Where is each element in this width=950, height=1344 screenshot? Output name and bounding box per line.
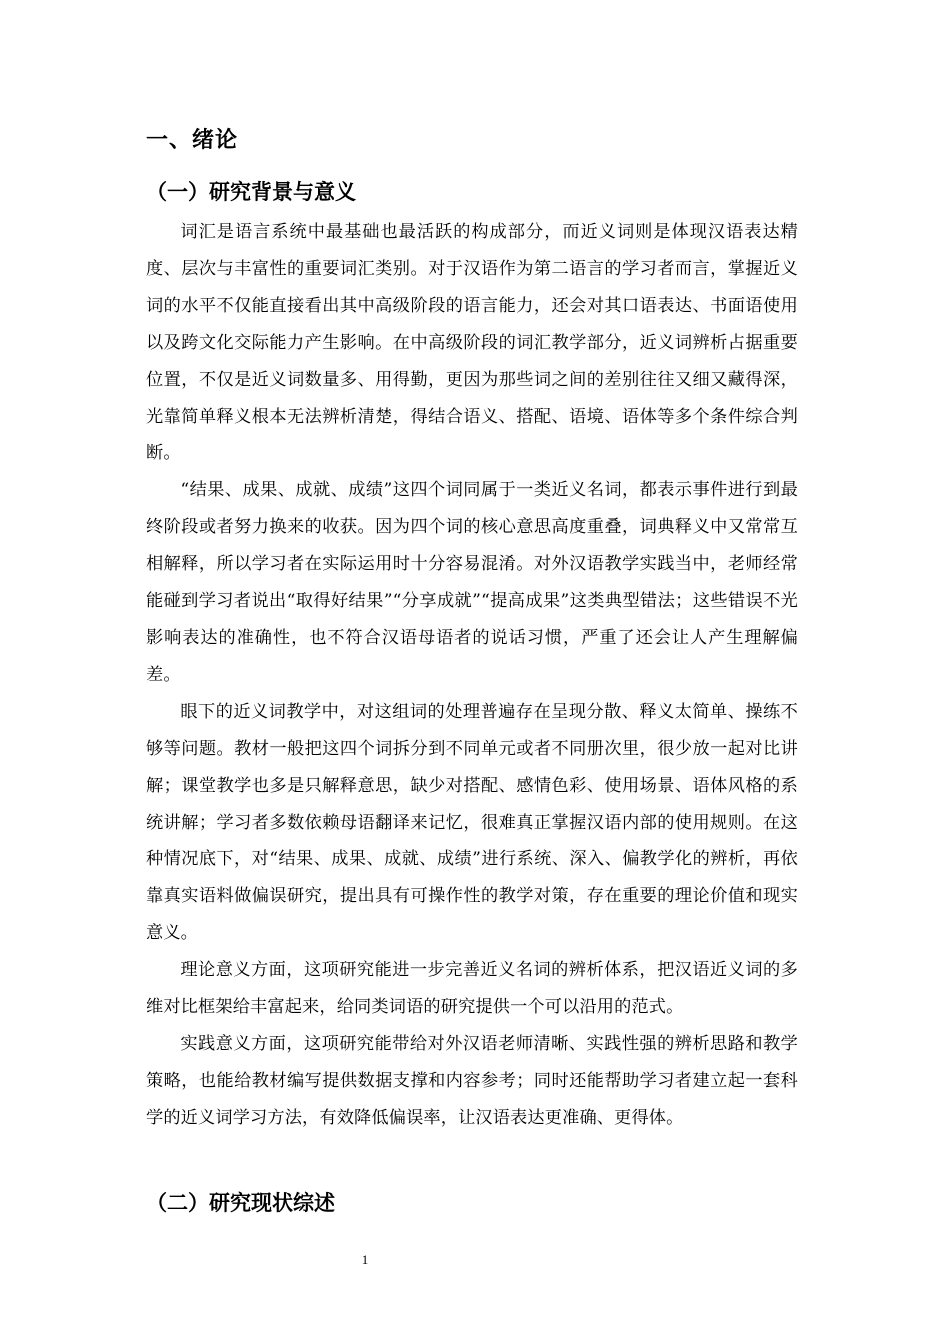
paragraph: 理论意义方面，这项研究能进一步完善近义名词的辨析体系，把汉语近义词的多维对比框架给丰富起来，给同类词语的研究提供一个可以沿用的范式。: [146, 960, 798, 1018]
paragraph: “结果、成果、成就、成绩”这四个词同属于一类近义名词，都表示事件进行到最终阶段或者努力换来的收获。因为四个词的核心意思高度重叠，词典释义中又常常互相解释，所以学习者在实际运用时十分容易混淆。对外汉语教学实践当中，老师经常能碰到学习者说出“取得好结果”“分享成就”“提高成果”这类典型错法；这些错误不光影响表达的准确性，也不符合汉语母语者的说话习惯，严重了还会让人产生理解偏差。: [146, 480, 798, 685]
paragraph: 词汇是语言系统中最基础也最活跃的构成部分，而近义词则是体现汉语表达精度、层次与丰富性的重要词汇类别。对于汉语作为第二语言的学习者而言，掌握近义词的水平不仅能直接看出其中高级阶段的语言能力，还会对其口语表达、书面语使用以及跨文化交际能力产生影响。在中高级阶段的词汇教学部分，近义词辨析占据重要位置，不仅是近义词数量多、用得勤，更因为那些词之间的差别往往又细又藏得深，光靠简单释义根本无法辨析清楚，得结合语义、搭配、语境、语体等多个条件综合判断。: [146, 222, 798, 464]
page-number: 1: [361, 1252, 369, 1267]
section-body: [146, 214, 798, 1137]
chapter-title: 一、绪论: [146, 128, 239, 153]
section-heading-literature-review: （二）研究现状综述: [146, 1191, 335, 1215]
section-heading-background: （一）研究背景与意义: [146, 180, 356, 204]
paragraph: 眼下的近义词教学中，对这组词的处理普遍存在呈现分散、释义太简单、操练不够等问题。教材一般把这四个词拆分到不同单元或者不同册次里，很少放一起对比讲解；课堂教学也多是只解释意思，缺少对搭配、感情色彩、使用场景、语体风格的系统讲解；学习者多数依赖母语翻译来记忆，很难真正掌握汉语内部的使用规则。在这种情况底下，对“结果、成果、成就、成绩”进行系统、深入、偏教学化的辨析，再依靠真实语料做偏误研究，提出具有可操作性的教学对策，存在重要的理论价值和现实意义。: [146, 701, 798, 944]
paragraph: 实践意义方面，这项研究能带给对外汉语老师清晰、实践性强的辨析思路和教学策略，也能给教材编写提供数据支撑和内容参考；同时还能帮助学习者建立起一套科学的近义词学习方法，有效降低偏误率，让汉语表达更准确、更得体。: [146, 1033, 798, 1128]
